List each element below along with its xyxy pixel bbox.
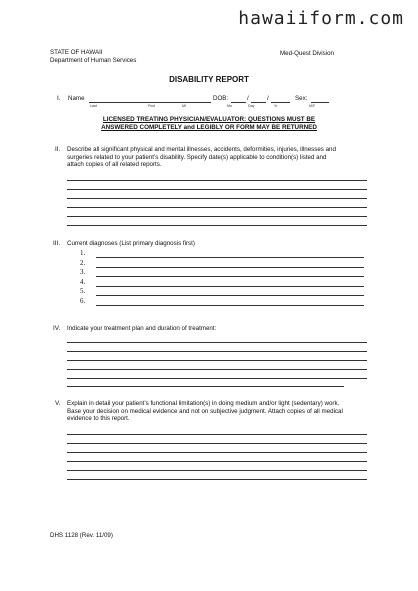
warning-line-2: ANSWERED COMPLETELY and LEGIBLY OR FORM MAY BE RETURNED [101, 124, 317, 132]
section-2-instructions: Describe all significant physical and mental illnesses, accidents, deformities, injuries, illnesses and surgeries related to your patient’s disability. Specify date(s) applicable to condition(s) listed and attach copies of all related reports. [67, 146, 336, 169]
section-2-answer-line[interactable] [67, 180, 367, 181]
section-5-answer-line[interactable] [67, 434, 367, 435]
diagnosis-line[interactable] [96, 295, 364, 296]
sub-label-mf: M/F [309, 104, 316, 108]
form-number-footer: DHS 1128 (Rev. 11/09) [50, 532, 113, 539]
diagnosis-number: 1. [80, 249, 86, 257]
section-4-answer-line[interactable] [67, 360, 367, 361]
name-field[interactable] [89, 102, 211, 103]
section-4-number: IV. [53, 325, 61, 332]
section-3-instructions: Current diagnoses (List primary diagnosis first) [67, 240, 195, 247]
diagnosis-number: 5. [80, 287, 86, 295]
diagnosis-number: 4. [80, 278, 86, 286]
section-4-instructions: Indicate your treatment plan and duration of treatment: [67, 325, 217, 332]
sub-label-yr: Yr [274, 104, 278, 108]
section-5-number: V. [55, 400, 61, 407]
diagnosis-line[interactable] [96, 305, 364, 306]
diagnosis-line[interactable] [96, 267, 364, 268]
warning-line-1: LICENSED TREATING PHYSICIAN/EVALUATOR: QUESTIONS MUST BE [102, 116, 316, 123]
sub-label-last: Last [90, 104, 97, 108]
header-state: STATE OF HAWAII [50, 49, 103, 56]
diagnosis-number: 6. [80, 297, 86, 305]
sub-label-day: Day [248, 104, 255, 108]
sub-label-mo: Mo [227, 104, 232, 108]
form-title: DISABILITY REPORT [169, 75, 249, 84]
section-5-answer-line[interactable] [67, 479, 367, 480]
section-2-number: II. [55, 146, 61, 153]
diagnosis-line[interactable] [96, 286, 364, 287]
section-2-answer-line[interactable] [67, 225, 367, 226]
header-division: Med-Quest Division [280, 50, 334, 57]
section-4-answer-line[interactable] [67, 351, 367, 352]
header-department: Department of Human Services [50, 57, 137, 64]
dob-year-field[interactable] [271, 102, 290, 103]
diagnosis-number: 2. [80, 259, 86, 267]
sex-field[interactable] [311, 102, 329, 103]
section-5-instructions: Explain in detail your patient’s functional limitation(s) in doing medium and/or light (sedentary) work. Base your decision on medical evidence and not on subjective judgment. Attach copies of all medical evidence to this report. [67, 400, 343, 423]
dob-label: DOB: [213, 95, 229, 102]
name-label: Name [68, 95, 85, 102]
section-4-answer-line[interactable] [67, 342, 367, 343]
section-1-number: I. [57, 95, 61, 102]
dob-day-field[interactable] [251, 102, 266, 103]
watermark-brand: hawaiiform.com [238, 8, 404, 29]
section-2-answer-line[interactable] [67, 216, 367, 217]
dob-month-field[interactable] [231, 102, 246, 103]
diagnosis-line[interactable] [96, 257, 364, 258]
diagnosis-line[interactable] [96, 276, 364, 277]
section-4-answer-line[interactable] [67, 386, 344, 387]
section-4-answer-line[interactable] [67, 369, 367, 370]
section-5-answer-line[interactable] [67, 452, 367, 453]
section-2-answer-line[interactable] [67, 189, 367, 190]
sub-label-mi: MI [182, 104, 186, 108]
warning-notice [0, 116, 418, 132]
section-4-answer-line[interactable] [67, 378, 367, 379]
diagnosis-number: 3. [80, 268, 86, 276]
section-3-number: III. [53, 240, 61, 247]
sub-label-first: First [148, 104, 155, 108]
section-5-answer-line[interactable] [67, 443, 367, 444]
section-2-answer-line[interactable] [67, 207, 367, 208]
section-2-answer-line[interactable] [67, 198, 367, 199]
section-5-answer-line[interactable] [67, 461, 367, 462]
section-5-answer-line[interactable] [67, 470, 367, 471]
sex-label: Sex: [295, 95, 308, 102]
